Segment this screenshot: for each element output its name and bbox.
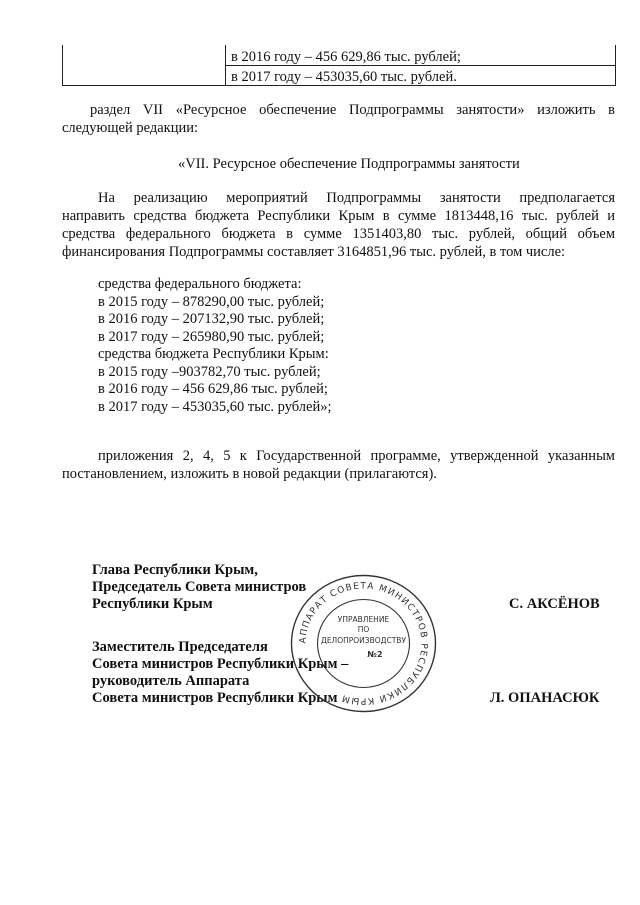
office-stamp	[287, 572, 440, 715]
deputy-name: Л. ОПАНАСЮК	[490, 690, 600, 706]
funding-crimea-heading: средства бюджета Республики Крым:	[98, 346, 329, 362]
funding-crimea-2015: в 2015 году –903782,70 тыс. рублей;	[98, 363, 321, 380]
instruction-line-1: раздел VII «Ресурсное обеспечение Подпрограммы занятости» изложить в	[90, 102, 615, 118]
body-line-1: На реализацию мероприятий Подпрограммы занятости предполагается	[98, 190, 615, 206]
table-line-2016: в 2016 году – 456 629,86 тыс. рублей;	[231, 49, 461, 65]
stamp-center-line-3: ДЕЛОПРОИЗВОДСТВУ	[320, 636, 407, 645]
deputy-title-line-4: Совета министров Республики Крым	[92, 690, 338, 706]
head-title-block	[92, 562, 306, 613]
table-cell	[231, 48, 611, 86]
funding-federal-heading: средства федерального бюджета:	[98, 276, 302, 292]
body-line-2: направить средства бюджета Республики Крым в сумме 1813448,16 тыс. рублей и	[62, 208, 615, 224]
stamp-center-line-2: ПО	[357, 625, 370, 634]
appendix-line-1: приложения 2, 4, 5 к Государственной программе, утвержденной указанным	[98, 448, 615, 464]
stamp-ring-text: АППАРАТ СОВЕТА МИНИСТРОВ РЕСПУБЛИКИ КРЫМ	[298, 581, 429, 706]
deputy-title-line-2: Совета министров Республики Крым –	[92, 656, 349, 672]
budget-table-fragment	[62, 45, 616, 86]
deputy-title-line-1: Заместитель Председателя	[92, 639, 268, 655]
section-title: «VII. Ресурсное обеспечение Подпрограммы занятости	[178, 156, 520, 172]
funding-federal-2017: в 2017 году – 265980,90 тыс. рублей;	[98, 328, 325, 345]
funding-federal-2016: в 2016 году – 207132,90 тыс. рублей;	[98, 311, 325, 327]
stamp-center-line-1: УПРАВЛЕНИЕ	[337, 615, 390, 624]
deputy-title-line-3: руководитель Аппарата	[92, 673, 250, 689]
body-line-4: финансирования Подпрограммы составляет 3164851,96 тыс. рублей, в том числе:	[62, 244, 566, 260]
stamp-center-line-4: №2	[367, 650, 383, 659]
instruction-line-2: следующей редакции:	[62, 120, 199, 136]
body-line-3: средства федерального бюджета в сумме 1351403,80 тыс. рублей, общий объем	[62, 226, 615, 242]
table-line-2017: в 2017 году – 453035,60 тыс. рублей.	[231, 69, 457, 85]
appendix-line-2: постановлением, изложить в новой редакции (прилагаются).	[62, 466, 437, 482]
funding-federal-2015: в 2015 году – 878290,00 тыс. рублей;	[98, 293, 325, 310]
funding-crimea-2017: в 2017 году – 453035,60 тыс. рублей»;	[98, 398, 332, 415]
head-title-line-1: Глава Республики Крым,	[92, 562, 258, 578]
head-title-line-2: Председатель Совета министров	[92, 579, 307, 595]
head-name: С. АКСЁНОВ	[509, 596, 600, 612]
funding-crimea-2016: в 2016 году – 456 629,86 тыс. рублей;	[98, 381, 328, 397]
head-title-line-3: Республики Крым	[92, 596, 213, 612]
funding-list	[98, 276, 332, 416]
